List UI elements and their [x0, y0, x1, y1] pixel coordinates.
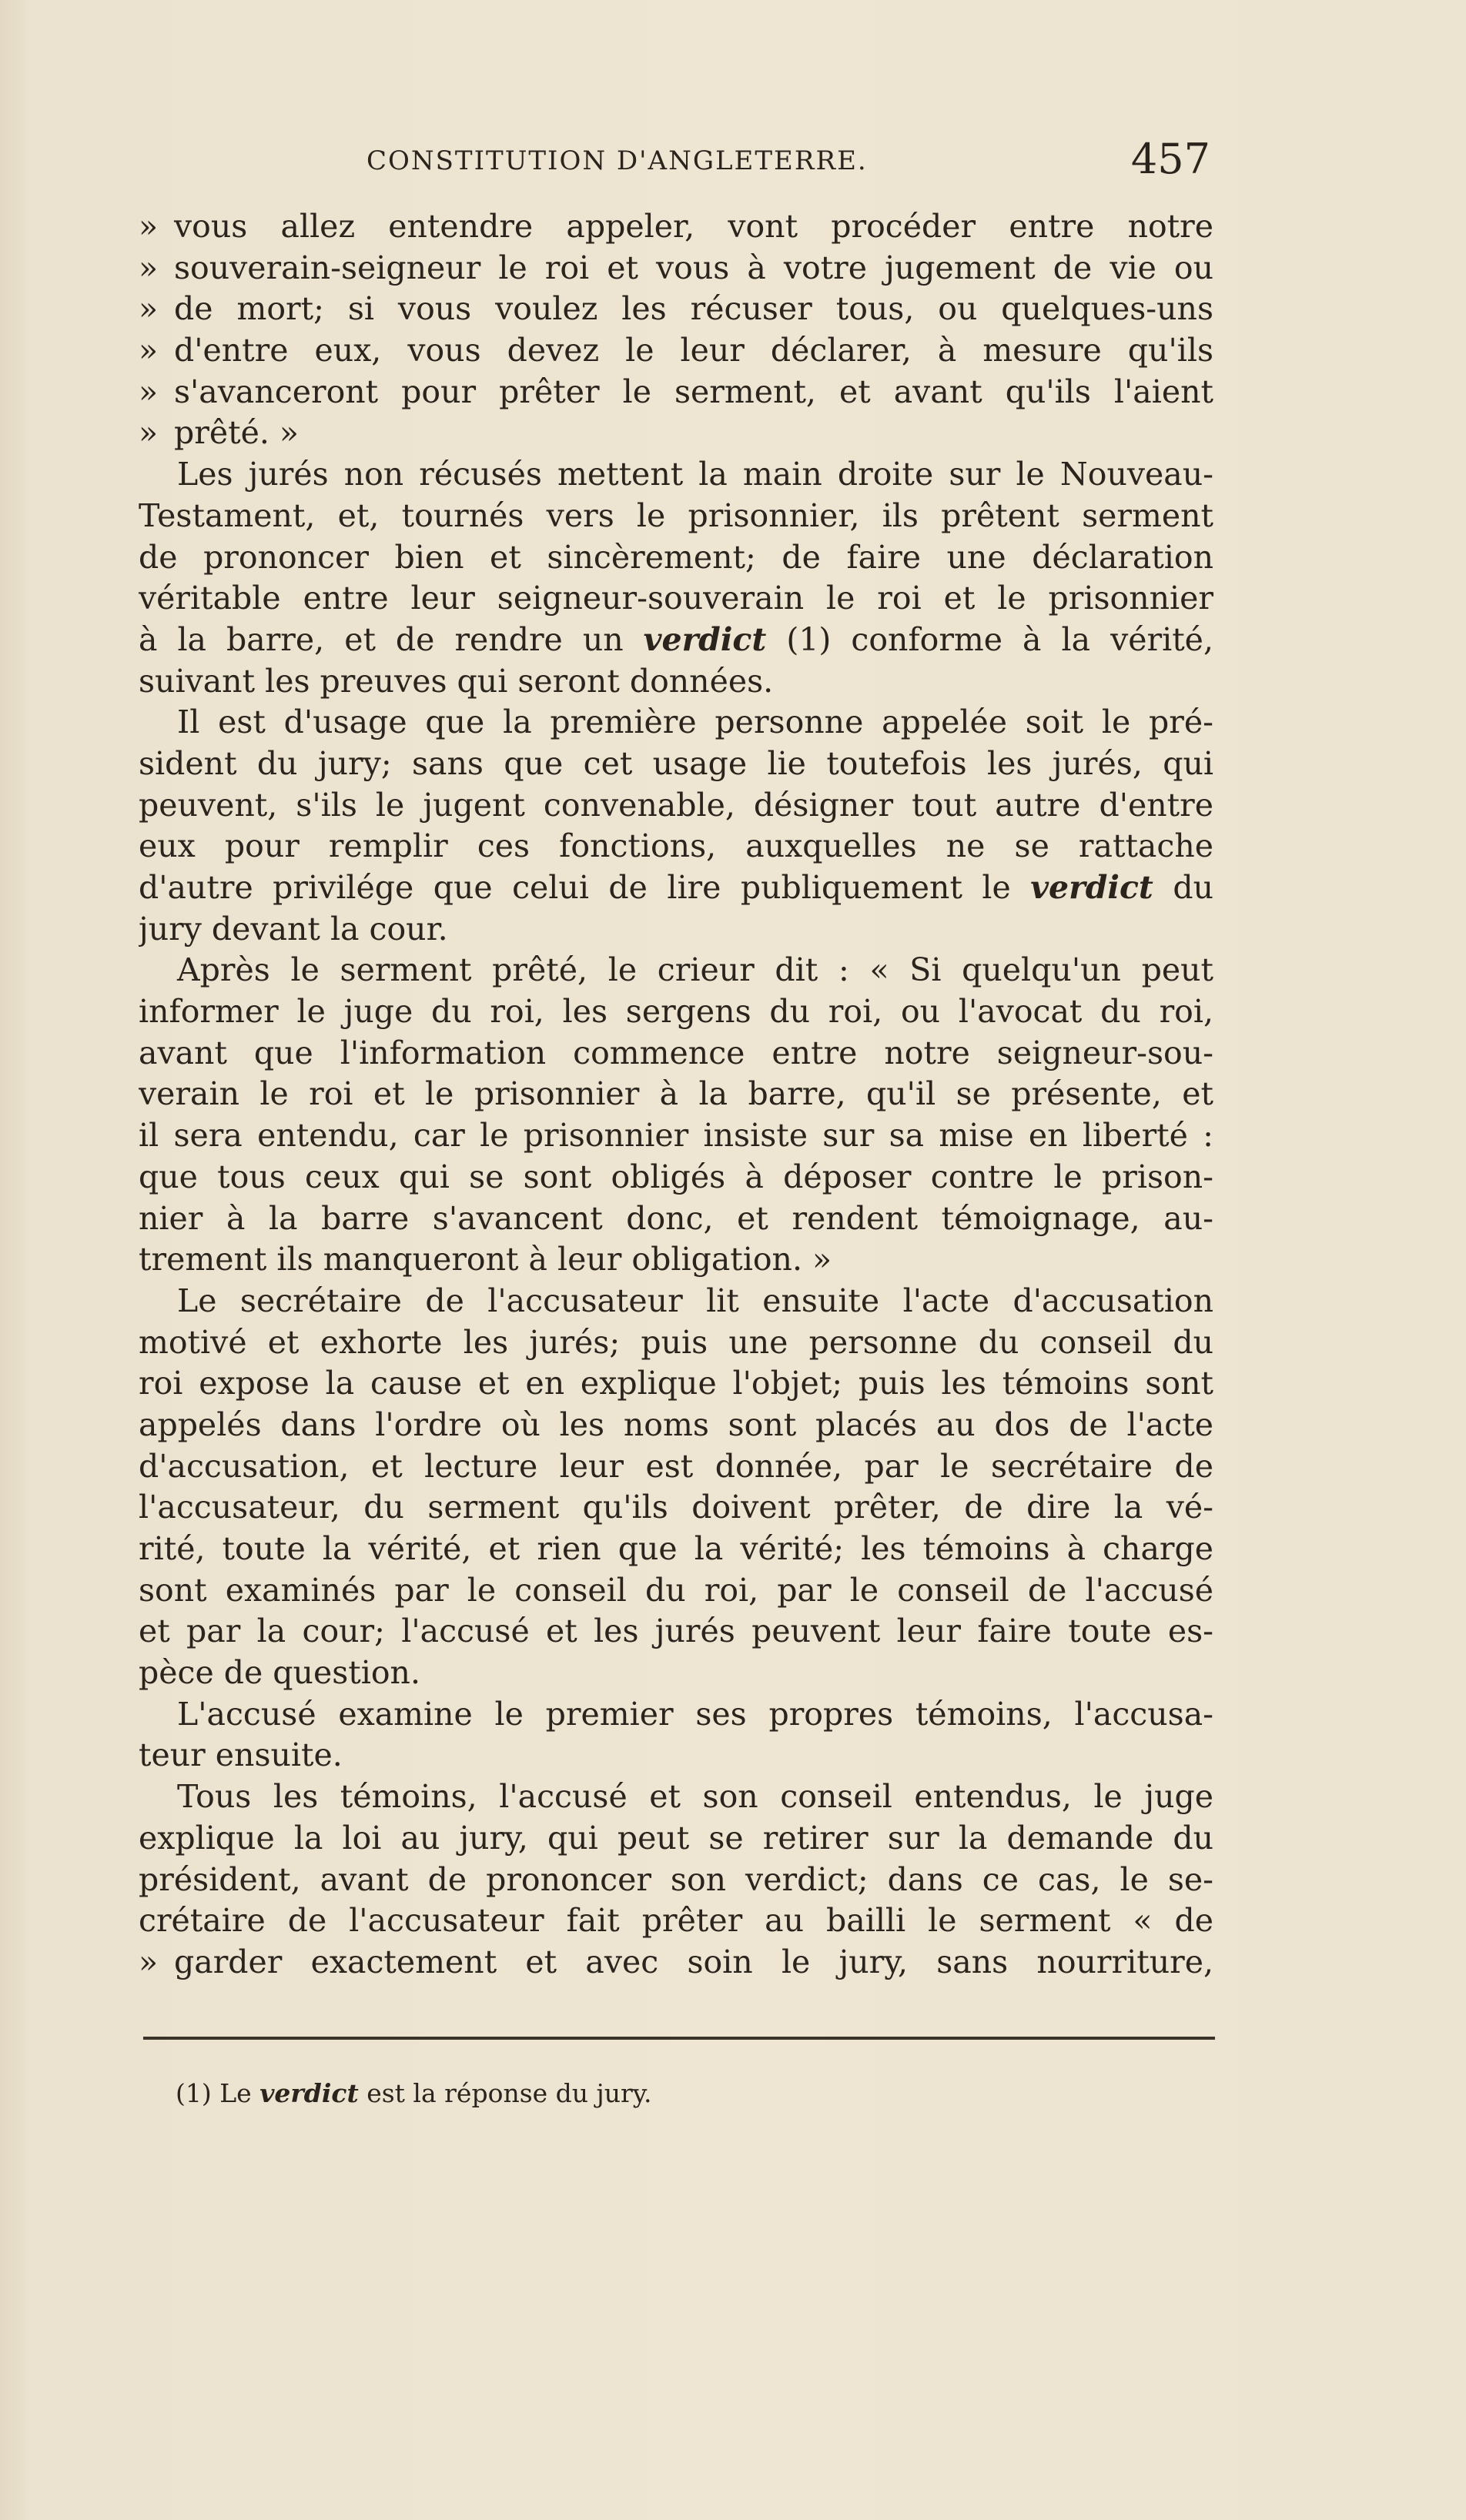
- text-line: président, avant de prononcer son verdict; dans ce cas, le se-: [139, 1860, 1213, 1898]
- quote-line: » prêté. »: [139, 414, 299, 452]
- text-line: il sera entendu, car le prisonnier insiste sur sa mise en liberté :: [139, 1117, 1213, 1155]
- text-line: avant que l'information commence entre notre seigneur-sou-: [139, 1034, 1213, 1071]
- text-line: que tous ceux qui se sont obligés à déposer contre le prison-: [139, 1158, 1213, 1195]
- text-line: Après le serment prêté, le crieur dit : « Si quelqu'un peut: [177, 951, 1213, 989]
- text-line: Les jurés non récusés mettent la main droite sur le Nouveau-: [177, 456, 1213, 493]
- text-line: l'accusateur, du serment qu'ils doivent prêter, de dire la vé-: [139, 1489, 1213, 1526]
- text-line: eux pour remplir ces fonctions, auxquelles ne se rattache: [139, 827, 1213, 865]
- text-line: trement ils manqueront à leur obligation. »: [139, 1241, 832, 1278]
- text-line: sident du jury; sans que cet usage lie toutefois les jurés, qui: [139, 744, 1213, 782]
- paragraph-indictment: [139, 1281, 1213, 1694]
- running-title: CONSTITUTION D'ANGLETERRE.: [366, 145, 868, 176]
- text-line: Tous les témoins, l'accusé et son conseil entendus, le juge: [177, 1778, 1213, 1816]
- text-line: explique la loi au jury, qui peut se retirer sur la demande du: [139, 1819, 1213, 1857]
- text-line: roi expose la cause et en explique l'objet; puis les témoins sont: [139, 1365, 1213, 1402]
- text-line: d'autre privilége que celui de lire publiquement le verdict du: [139, 869, 1213, 906]
- text-line: crétaire de l'accusateur fait prêter au bailli le serment « de: [139, 1902, 1213, 1940]
- text-line: pèce de question.: [139, 1654, 420, 1692]
- text-line: véritable entre leur seigneur-souverain le roi et le prisonnier: [139, 580, 1213, 617]
- text-line: de prononcer bien et sincèrement; de faire une déclaration: [139, 538, 1213, 576]
- paragraph-jury-president: [139, 702, 1213, 950]
- text-line: et par la cour; l'accusé et les jurés peuvent leur faire toute es-: [139, 1613, 1213, 1650]
- text-line: L'accusé examine le premier ses propres témoins, l'accusa-: [177, 1695, 1213, 1733]
- quote-line: » garder exactement et avec soin le jury, sans nourriture,: [139, 1943, 1213, 1980]
- text-line: Testament, et, tournés vers le prisonnier, ils prêtent serment: [139, 496, 1213, 534]
- quote-block: [139, 206, 1213, 454]
- footnote-rule: [143, 2037, 1215, 2040]
- text-line: rité, toute la vérité, et rien que la vérité; les témoins à charge: [139, 1530, 1213, 1567]
- paragraph-judge: [139, 1776, 1213, 1983]
- text-line: informer le juge du roi, les sergens du roi, ou l'avocat du roi,: [139, 993, 1213, 1031]
- text-line: peuvent, s'ils le jugent convenable, désigner tout autre d'entre: [139, 786, 1213, 824]
- verdict-term: verdict: [643, 620, 767, 658]
- quote-line: » s'avanceront pour prêter le serment, et avant qu'ils l'aient: [139, 373, 1213, 410]
- page-header: [142, 135, 1217, 189]
- quote-line: » de mort; si vous voulez les récuser tous, ou quelques-uns: [139, 290, 1213, 328]
- verdict-term: verdict: [1030, 869, 1153, 906]
- text-line: jury devant la cour.: [139, 910, 448, 948]
- page-number: 457: [1130, 135, 1210, 183]
- text-line: motivé et exhorte les jurés; puis une personne du conseil du: [139, 1323, 1213, 1361]
- text-line: Il est d'usage que la première personne appelée soit le pré-: [177, 704, 1213, 741]
- text-line: suivant les preuves qui seront données.: [139, 662, 774, 700]
- text-line: verain le roi et le prisonnier à la barre, qu'il se présente, et: [139, 1075, 1213, 1113]
- text-line: teur ensuite.: [139, 1736, 343, 1774]
- verdict-term: verdict: [259, 2078, 359, 2108]
- paragraph-jurors-oath: [139, 454, 1213, 702]
- text-line: d'accusation, et lecture leur est donnée, par le secrétaire de: [139, 1447, 1213, 1485]
- footnote: (1) Le verdict est la réponse du jury.: [176, 2078, 652, 2108]
- text-line: nier à la barre s'avancent donc, et rendent témoignage, au-: [139, 1199, 1213, 1237]
- text-line: Le secrétaire de l'accusateur lit ensuite l'acte d'accusation: [177, 1282, 1213, 1319]
- quote-line: » d'entre eux, vous devez le leur déclarer, à mesure qu'ils: [139, 332, 1213, 369]
- text-line: appelés dans l'ordre où les noms sont placés au dos de l'acte: [139, 1405, 1213, 1443]
- paragraph-crier: [139, 950, 1213, 1281]
- footnote-marker: (1): [176, 2078, 212, 2108]
- quote-line: » souverain-seigneur le roi et vous à votre jugement de vie ou: [139, 249, 1213, 286]
- body-text: [139, 206, 1213, 1984]
- text-line: sont examinés par le conseil du roi, par le conseil de l'accusé: [139, 1571, 1213, 1609]
- text-line: à la barre, et de rendre un verdict (1) conforme à la vérité,: [139, 620, 1213, 658]
- quote-line: » vous allez entendre appeler, vont procéder entre notre: [139, 208, 1213, 245]
- paragraph-witnesses: [139, 1694, 1213, 1776]
